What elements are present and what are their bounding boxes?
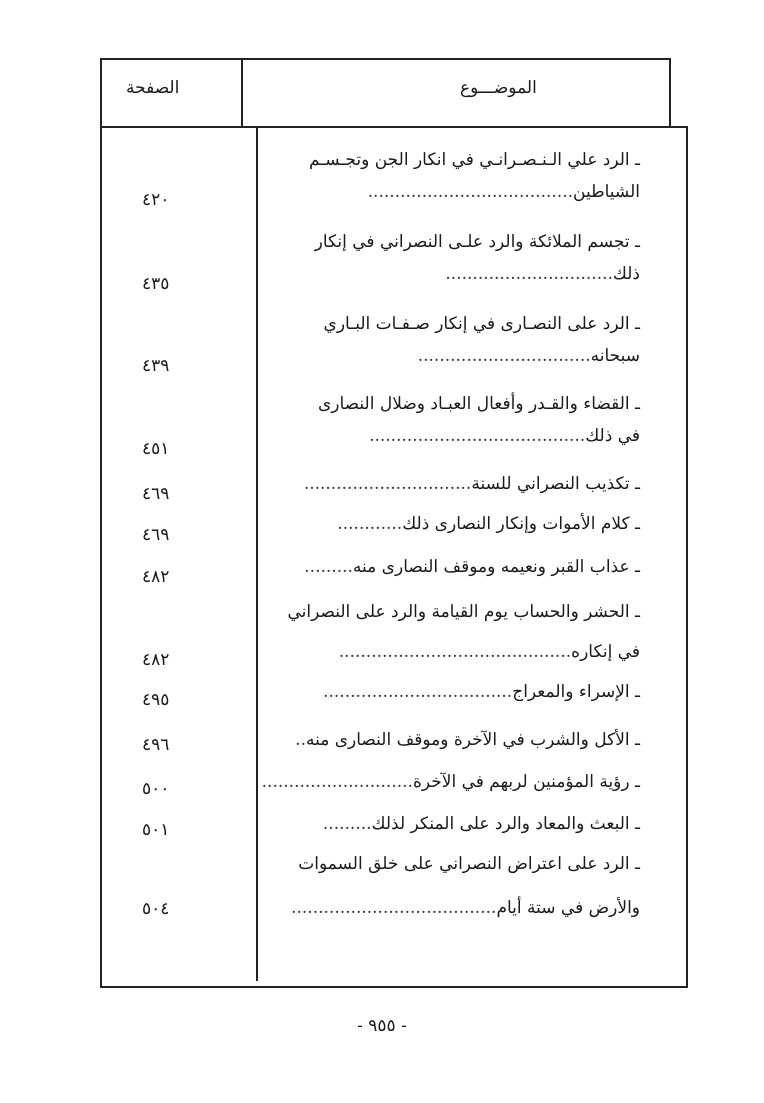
toc-entry-line [368, 180, 640, 204]
toc-entry-text: ـ عذاب القبر ونعيمه وموقف النصارى منه [352, 557, 640, 577]
toc-entry-line [287, 600, 640, 624]
toc-entry-line [445, 262, 640, 286]
toc-entry-line [304, 555, 640, 579]
toc-entry-text: ـ البعث والمعاد والرد على المنكر لذلك [371, 814, 640, 834]
toc-entry-text: ذلك [612, 264, 640, 284]
toc-entry-line [295, 728, 640, 752]
toc-entry-line [323, 680, 640, 704]
toc-entry-text: الشياطين [573, 182, 640, 202]
toc-entry-text: ـ الأكل والشرب في الآخرة وموقف النصارى منه [305, 730, 640, 750]
inner-top-join [669, 126, 688, 128]
header-divider [100, 126, 669, 128]
toc-page-number: ٤٩٥ [142, 690, 170, 710]
toc-entry-text: ـ الرد على اعتراض النصراني على خلق السموات [298, 854, 640, 874]
toc-entry-line [309, 148, 640, 172]
toc-entry-text: ـ رؤية المؤمنين لربهم في الآخرة [412, 772, 640, 792]
toc-entry-text: ـ الرد علي الـنـصـرانـي في انكار الجن وتجـسـم [308, 150, 640, 170]
leader-dots: ............................ [261, 772, 413, 792]
toc-entry-text: ـ القضاء والقـدر وأفعال العبـاد وضلال النصارى [317, 394, 640, 414]
leader-dots: ......... [322, 814, 372, 834]
leader-dots: ............ [337, 514, 403, 534]
toc-entry-text: ـ الرد على النصـارى في إنكار صـفـات البـاري [323, 314, 640, 334]
page-column-header: الصفحة [126, 78, 180, 98]
toc-entry-text: ـ كلام الأموات وإنكار النصارى ذلك [402, 514, 640, 534]
column-divider [241, 58, 243, 128]
leader-dots: .. [295, 730, 306, 750]
table-border-bottom [100, 986, 686, 988]
toc-entry-text: ـ تجسم الملائكة والرد علـى النصراني في إنكار [314, 232, 640, 252]
topic-column-header: الموضـــوع [460, 78, 537, 98]
toc-entry-text: ـ الحشر والحساب يوم القيامة والرد على النصراني [287, 602, 640, 622]
inner-right-line [686, 128, 688, 988]
leader-dots: ........................................ [369, 426, 586, 446]
leader-dots: ...................................... [291, 898, 497, 918]
toc-entry-text: في ذلك [585, 426, 640, 446]
toc-entry-text: ـ تكذيب النصراني للسنة [471, 474, 640, 494]
toc-entry-line [323, 812, 640, 836]
toc-entry-line [324, 312, 640, 336]
toc-page-number: ٤٣٩ [142, 356, 170, 376]
toc-page-number: ٥٠٠ [142, 779, 170, 799]
toc-entry-text: في إنكاره [571, 642, 640, 662]
leader-dots: ................................ [417, 346, 591, 366]
toc-page-number: ٥٠١ [142, 820, 170, 840]
toc-entry-line [318, 392, 640, 416]
toc-entry-text: ـ الإسراء والمعراج [512, 682, 640, 702]
leader-dots: ................................... [323, 682, 513, 702]
toc-entry-text: سبحانه [590, 346, 640, 366]
table-border-top [100, 58, 669, 60]
table-border-left [100, 58, 102, 988]
leader-dots: ......... [304, 557, 353, 577]
table-border-right [669, 58, 671, 128]
toc-page-number: ٤٨٢ [142, 650, 170, 670]
toc-entry-line [418, 344, 640, 368]
leader-dots: ............................... [445, 264, 613, 284]
toc-page-number: ٤٦٩ [142, 525, 170, 545]
leader-dots: ........................................... [338, 642, 572, 662]
toc-page-number: ٤٦٩ [142, 484, 170, 504]
toc-page-number: ٥٠٤ [142, 899, 170, 919]
page-number-footer: - ٩٥٥ - [357, 1016, 407, 1036]
toc-entry-line [337, 512, 640, 536]
toc-entry-line [369, 424, 640, 448]
toc-page-number: ٤٥١ [142, 439, 170, 459]
toc-page-number: ٤٨٢ [142, 567, 170, 587]
toc-page-number: ٤٣٥ [142, 274, 170, 294]
inner-column-line [256, 128, 258, 981]
toc-entry-line [298, 852, 640, 876]
toc-entry-text: والأرض في ستة أيام [496, 898, 640, 918]
toc-entry-line [291, 896, 640, 920]
toc-page-number: ٤٢٠ [142, 190, 170, 210]
toc-entry-line [339, 640, 640, 664]
leader-dots: ...................................... [367, 182, 574, 202]
toc-entry-line [315, 230, 640, 254]
leader-dots: ............................... [303, 474, 472, 494]
toc-entry-line [262, 770, 640, 794]
toc-entry-line [304, 472, 640, 496]
toc-page-number: ٤٩٦ [142, 735, 170, 755]
